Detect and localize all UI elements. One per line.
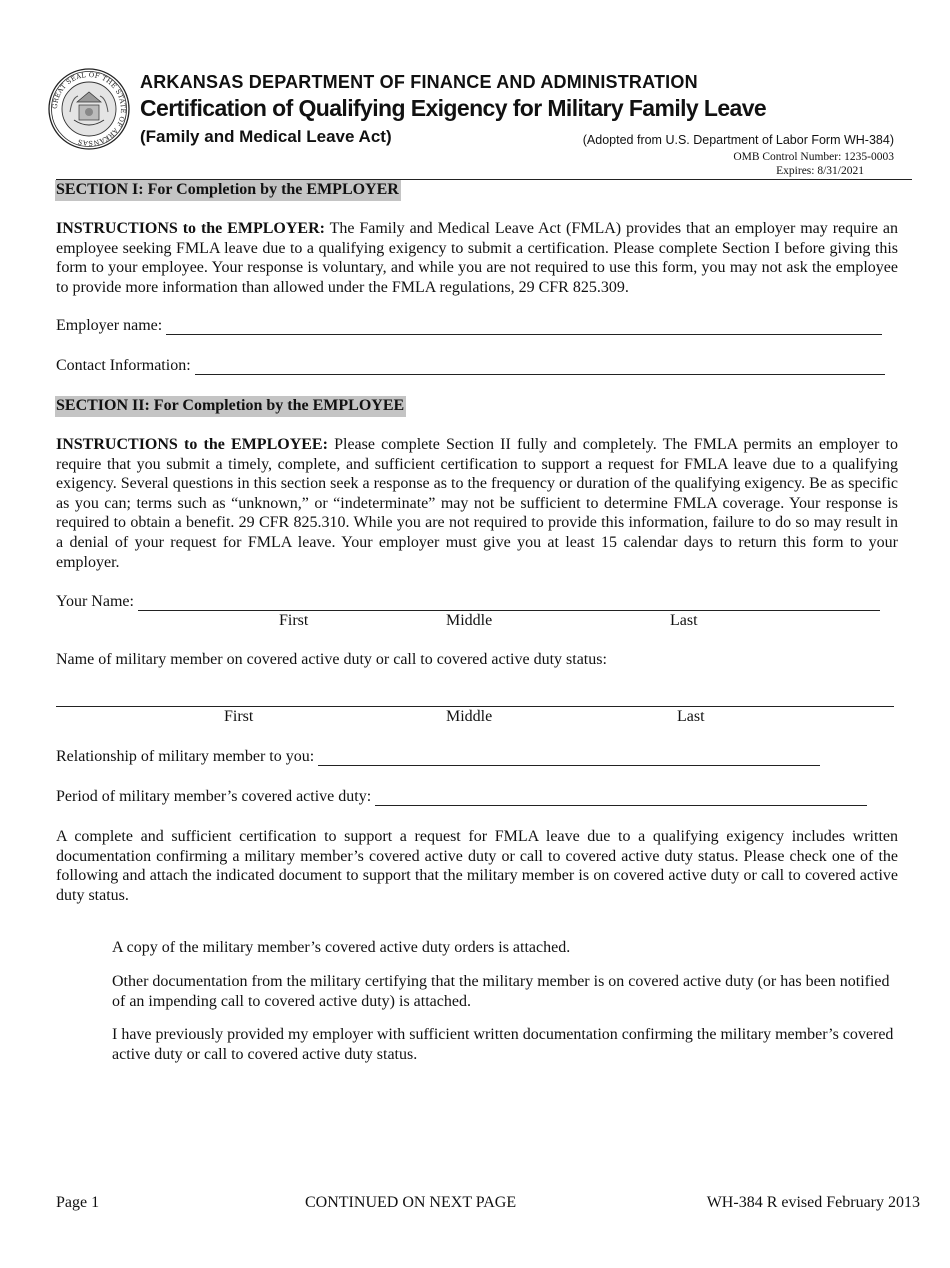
contact-info-input[interactable]: [195, 359, 885, 375]
military-member-label: Name of military member on covered active duty or call to covered active duty status:: [56, 651, 607, 668]
continued-note: CONTINUED ON NEXT PAGE: [305, 1194, 517, 1211]
adopted-note: (Adopted from U.S. Department of Labor Form WH-384): [582, 133, 894, 147]
employer-name-input[interactable]: [166, 319, 882, 335]
section-1-heading: SECTION I: For Completion by the EMPLOYER: [55, 180, 401, 201]
contact-info-field: [56, 357, 885, 375]
period-field: [56, 788, 867, 806]
member-first-caption: First: [224, 708, 254, 725]
period-input[interactable]: [375, 790, 867, 806]
employee-instructions-label: INSTRUCTIONS to the EMPLOYEE:: [56, 436, 328, 453]
member-last-caption: Last: [677, 708, 705, 725]
page-number: Page 1: [56, 1194, 100, 1211]
military-member-name-input[interactable]: [56, 706, 894, 707]
form-revision: WH-384 R evised February 2013: [706, 1194, 920, 1211]
documentation-paragraph: A complete and sufficient certification to support a request for FMLA leave due to a qualifying exigency includes written documentation confirming a military member’s covered active duty or call to covered active duty status. Please check one of the following and attach the indicated document to support that the military member is on covered active duty or call to covered active duty status.: [56, 828, 898, 904]
your-name-first-caption: First: [279, 612, 309, 629]
svg-text:GREAT SEAL OF THE STATE OF ARK: GREAT SEAL OF THE STATE OF ARKANSAS: [50, 70, 128, 148]
period-label: Period of military member’s covered active duty:: [56, 788, 372, 805]
your-name-field: [56, 593, 880, 611]
your-name-input[interactable]: [138, 595, 880, 611]
form-title: Certification of Qualifying Exigency for Military Family Leave: [140, 95, 767, 121]
option-other-documentation[interactable]: Other documentation from the military certifying that the military member is on covered active duty (or has been notified of an impending call to covered active duty) is attached.: [112, 973, 890, 1010]
employer-name-field: [56, 317, 882, 335]
relationship-label: Relationship of military member to you:: [56, 748, 315, 765]
state-seal-logo: [48, 68, 130, 150]
employee-instructions-text: Please complete Section II fully and completely. The FMLA permits an employer to require that you submit a timely, complete, and sufficient certification to support a request for FMLA leave due to a qualifying exigency. Several questions in this section seek a response as to the frequency or duration of the qualifying exigency. Be as specific as you can; terms such as “unknown,” or “indeterminate” may not be sufficient to determine FMLA coverage. Your response is required to obtain a benefit. 29 CFR 825.310. While you are not required to provide this information, failure to do so may result in a denial of your request for FMLA leave. Your employer must give you at least 15 calendar days to return this form to your employer.: [56, 436, 898, 571]
your-name-last-caption: Last: [670, 612, 698, 629]
member-middle-caption: Middle: [446, 708, 493, 725]
your-name-middle-caption: Middle: [446, 612, 493, 629]
employer-name-label: Employer name:: [56, 317, 163, 334]
employer-instructions-label: INSTRUCTIONS to the EMPLOYER:: [56, 220, 325, 237]
employee-instructions: [56, 435, 898, 572]
section-2-heading: SECTION II: For Completion by the EMPLOYEE: [55, 396, 406, 417]
form-subtitle: (Family and Medical Leave Act): [140, 127, 392, 146]
department-heading: ARKANSAS DEPARTMENT OF FINANCE AND ADMINISTRATION: [140, 72, 698, 92]
relationship-input[interactable]: [318, 750, 820, 766]
contact-info-label: Contact Information:: [56, 357, 191, 374]
employer-instructions-text: The Family and Medical Leave Act (FMLA) provides that an employer may require an employee seeking FMLA leave due to a qualifying exigency to submit a certification. Please complete Section I before giving this form to your employee. Your response is voluntary, and while you are not required to use this form, you may not ask the employee to provide more information than allowed under the FMLA regulations, 29 CFR 825.309.: [56, 220, 898, 296]
your-name-label: Your Name:: [56, 593, 134, 610]
expiration-date: Expires: 8/31/2021: [776, 165, 864, 177]
omb-control-number: OMB Control Number: 1235-0003: [733, 151, 894, 163]
employer-instructions: [56, 219, 898, 297]
option-orders-attached[interactable]: A copy of the military member’s covered active duty orders is attached.: [112, 939, 571, 956]
option-previously-provided[interactable]: I have previously provided my employer with sufficient written documentation confirming the military member’s covered active duty or call to covered active duty status.: [112, 1026, 894, 1063]
relationship-field: [56, 748, 820, 766]
